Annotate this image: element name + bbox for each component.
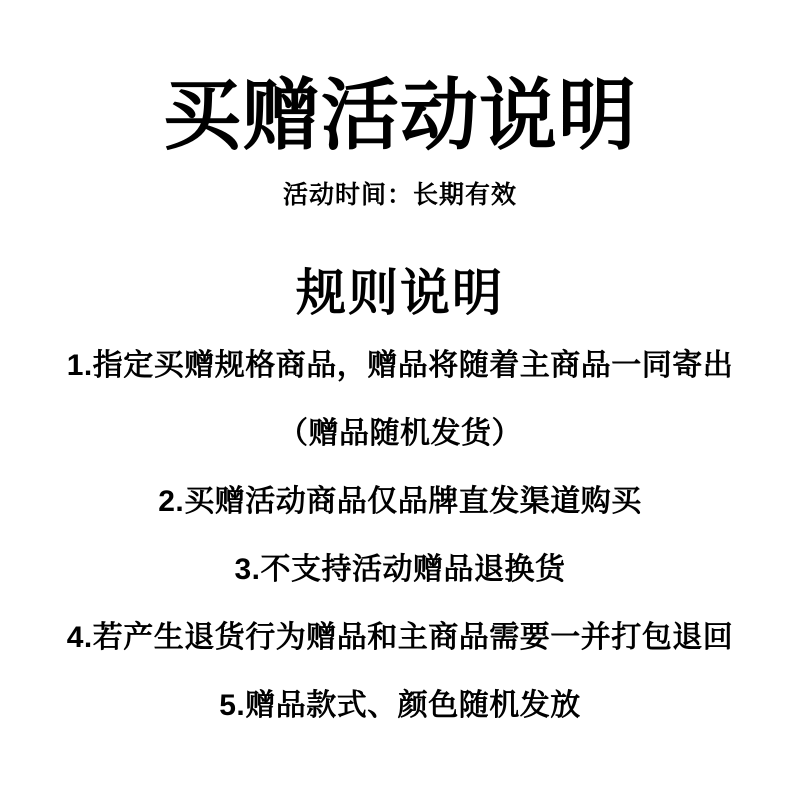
rules-section-title: 规则说明 (296, 265, 504, 321)
rule-line-1: 1.指定买赠规格商品，赠品将随着主商品一同寄出 (66, 349, 734, 382)
page-title: 买赠活动说明 (162, 71, 637, 159)
rule-line-4: 4.若产生退货行为赠品和主商品需要一并打包退回 (66, 621, 734, 654)
rule-line-1-note: （赠品随机发货） (278, 417, 522, 450)
rule-line-2: 2.买赠活动商品仅品牌直发渠道购买 (158, 485, 642, 518)
rule-line-5: 5.赠品款式、颜色随机发放 (219, 689, 581, 722)
activity-time-text: 活动时间：长期有效 (282, 181, 517, 209)
rule-line-3: 3.不支持活动赠品退换货 (234, 553, 566, 586)
rules-list (0, 347, 800, 725)
